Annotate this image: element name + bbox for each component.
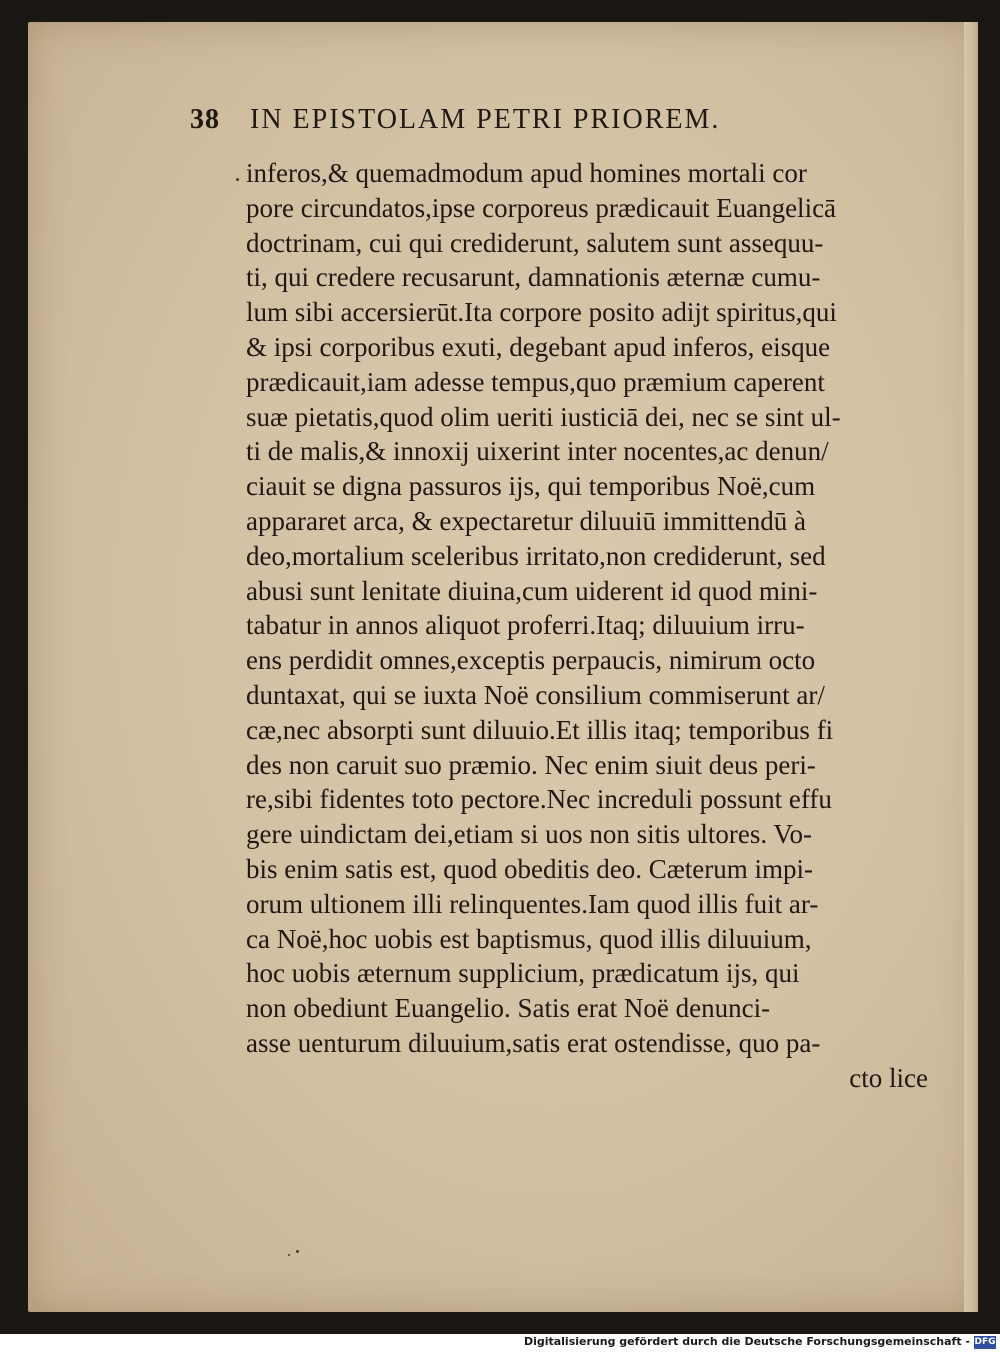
text-line: inferos,& quemadmodum apud homines mortali cor: [246, 158, 807, 188]
text-line: & ipsi corporibus exuti, degebant apud inferos, eisque: [246, 331, 831, 362]
text-line: doctrinam, cui qui crediderunt, salutem sunt assequu-: [246, 227, 824, 258]
text-line: duntaxat, qui se iuxta Noë consilium commiserunt ar/: [246, 679, 825, 710]
funding-credit: Digitalisierung gefördert durch die Deutsche Forschungsgemeinschaft -: [523, 1335, 970, 1348]
page-edge: [964, 22, 978, 1312]
ink-speck: [288, 1254, 290, 1256]
digitization-credit-bar: [0, 1334, 1000, 1352]
running-head: [190, 102, 930, 142]
text-line: hoc uobis æternum supplicium, prædicatum ijs, qui: [246, 958, 800, 989]
ink-speck: [296, 1250, 299, 1253]
text-line: asse uenturum diluuium,satis erat ostendisse, quo pa-: [246, 1027, 821, 1058]
text-line: ciauit se digna passuros ijs, qui temporibus Noë,cum: [246, 471, 816, 502]
text-line: orum ultionem illi relinquentes.Iam quod illis fuit ar-: [246, 888, 819, 919]
page-number: 38: [190, 104, 220, 135]
text-line: des non caruit suo præmio. Nec enim siuit deus peri-: [246, 749, 816, 780]
text-line: ens perdidit omnes,exceptis perpaucis, nimirum octo: [246, 645, 816, 676]
ink-speck: [236, 178, 239, 181]
text-line: ti, qui credere recusarunt, damnationis æternæ cumu-: [246, 262, 821, 293]
running-title: IN EPISTOLAM PETRI PRIOREM.: [250, 104, 721, 135]
text-line: tabatur in annos aliquot proferri.Itaq; diluuium irru-: [246, 610, 805, 641]
text-line: cæ,nec absorpti sunt diluuio.Et illis itaq; temporibus fi: [246, 714, 834, 745]
catchword: cto lice: [849, 1062, 928, 1093]
dfg-logo-icon: DFG: [974, 1337, 996, 1347]
text-line: bis enim satis est, quod obeditis deo. Cæterum impi-: [246, 853, 813, 884]
text-line: deo,mortalium sceleribus irritato,non crediderunt, sed: [246, 540, 826, 571]
text-line: lum sibi accersierūt.Ita corpore posito adijt spiritus,qui: [246, 297, 837, 328]
text-line: ca Noë,hoc uobis est baptismus, quod illis diluuium,: [246, 923, 812, 954]
text-line: prædicauit,iam adesse tempus,quo præmium caperent: [246, 366, 825, 397]
text-line: suæ pietatis,quod olim ueriti iusticiā dei, nec se sint ul-: [246, 401, 841, 432]
text-line: non obediunt Euangelio. Satis erat Noë denunci-: [246, 993, 771, 1024]
text-line: re,sibi fidentes toto pectore.Nec increduli possunt effu: [246, 784, 832, 815]
text-line: abusi sunt lenitate diuina,cum uiderent id quod mini-: [246, 575, 818, 606]
text-line: ti de malis,& innoxij uixerint inter nocentes,ac denun/: [246, 436, 829, 467]
text-line: pore circundatos,ipse corporeus prædicauit Euangelicā: [246, 192, 837, 223]
body-text: [246, 156, 936, 1096]
text-line: gere uindictam dei,etiam si uos non sitis ultores. Vo-: [246, 819, 812, 850]
text-line: appararet arca, & expectaretur diluuiū immittendū à: [246, 505, 806, 536]
